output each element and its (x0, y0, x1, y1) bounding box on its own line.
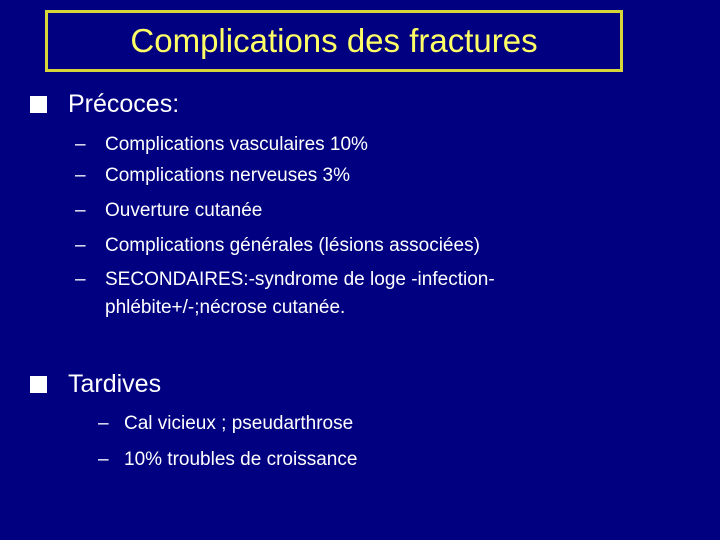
list-item (75, 162, 350, 190)
title-box (45, 10, 623, 72)
list-item-text: SECONDAIRES:-syndrome de loge -infection-phlébite+/-;nécrose cutanée. (105, 269, 495, 318)
dash-bullet-icon: – (75, 165, 86, 186)
list-item (75, 232, 480, 260)
list-item-text: Complications vasculaires 10% (105, 134, 368, 155)
section-label-tardives: Tardives (68, 370, 162, 398)
slide-title: Complications des fractures (130, 22, 538, 59)
list-item-text: 10% troubles de croissance (124, 449, 358, 470)
list-item-text: Ouverture cutanée (105, 200, 263, 221)
list-item (75, 266, 625, 322)
square-bullet-icon (30, 96, 47, 113)
list-item-text: Complications nerveuses 3% (105, 165, 351, 186)
section-label-precoces: Précoces: (68, 90, 180, 118)
section-precoces (30, 90, 179, 119)
list-item (98, 410, 353, 438)
dash-bullet-icon: – (75, 235, 86, 256)
square-bullet-icon (30, 376, 47, 393)
dash-bullet-icon: – (75, 134, 86, 155)
list-item (98, 446, 357, 474)
dash-bullet-icon: – (75, 269, 86, 290)
section-tardives (30, 370, 161, 399)
list-item-text: Cal vicieux ; pseudarthrose (124, 413, 354, 434)
dash-bullet-icon: – (98, 413, 109, 434)
list-item (75, 131, 368, 159)
dash-bullet-icon: – (75, 200, 86, 221)
list-item-text: Complications générales (lésions associées) (105, 235, 480, 256)
list-item (75, 197, 262, 225)
dash-bullet-icon: – (98, 449, 109, 470)
